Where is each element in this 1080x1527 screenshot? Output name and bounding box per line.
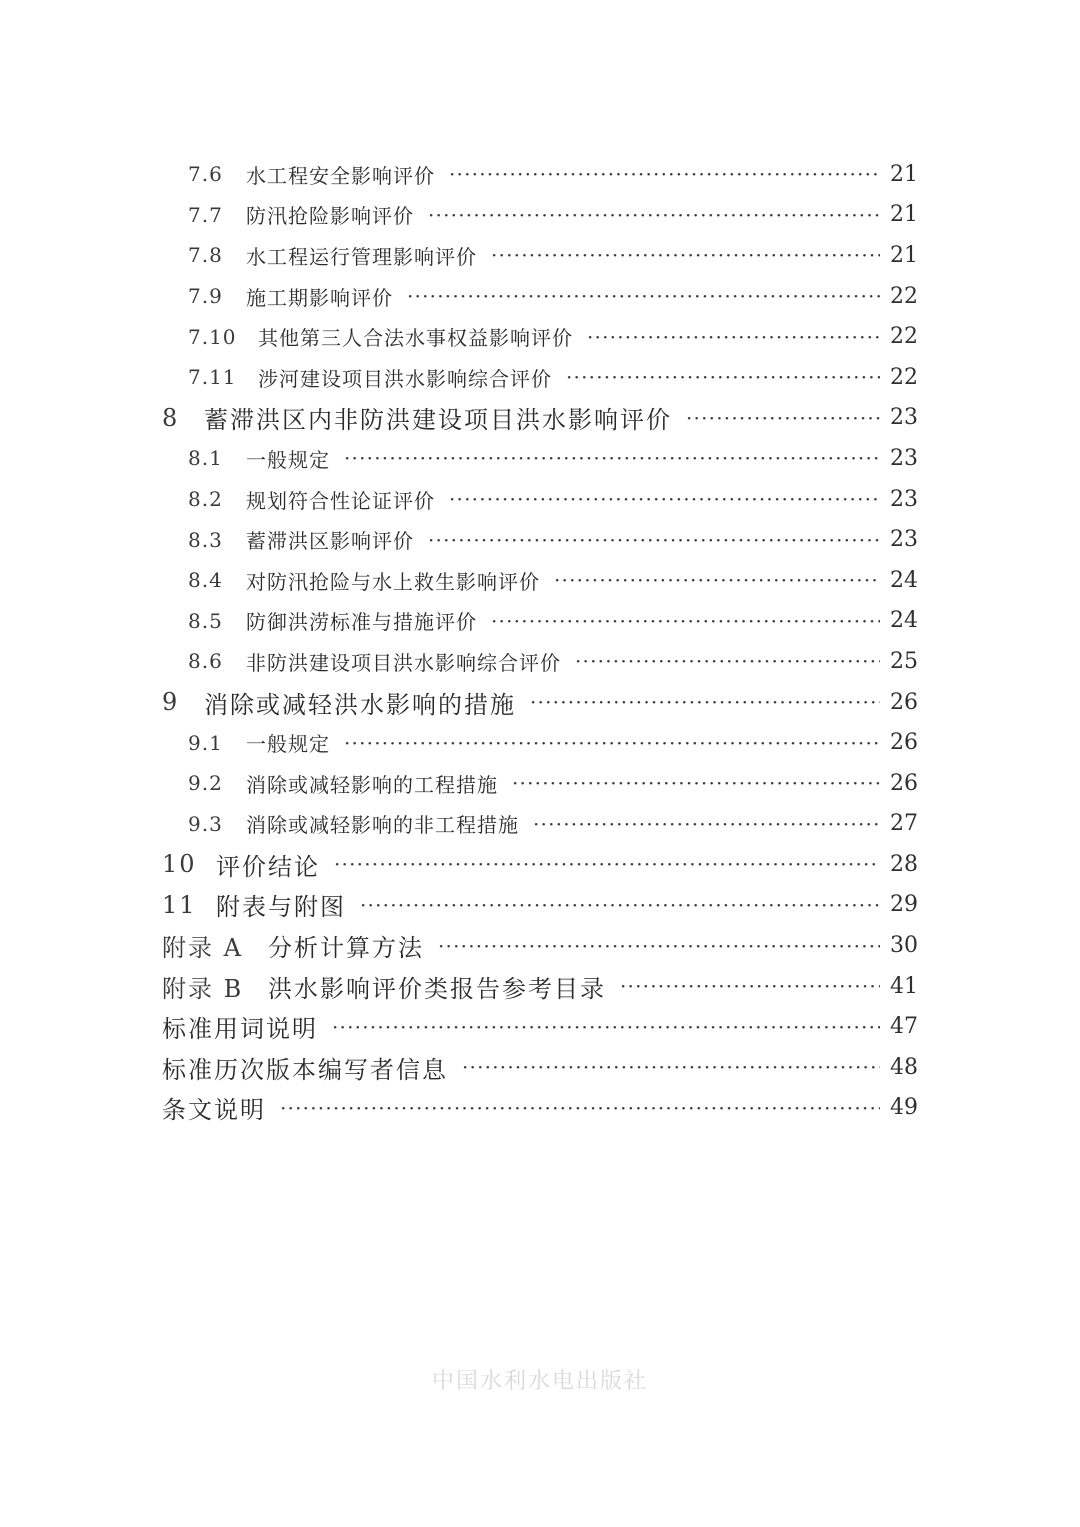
toc-chapter[interactable] (162, 682, 918, 723)
dot-leader (344, 731, 880, 755)
toc-chapter-title: 附表与附图 (216, 893, 346, 922)
dot-leader (686, 406, 880, 430)
dot-leader (566, 365, 880, 389)
toc-entry[interactable] (162, 601, 918, 642)
dot-leader (620, 974, 880, 998)
toc-entry-page: 22 (890, 324, 918, 350)
toc-chapter-title: 蓄滞洪区内非防洪建设项目洪水影响评价 (204, 406, 672, 435)
toc-entry[interactable] (162, 276, 918, 317)
toc-entry[interactable] (162, 641, 918, 682)
toc-entry-page: 23 (890, 445, 918, 471)
toc-entry[interactable] (162, 154, 918, 195)
dot-leader (449, 487, 880, 511)
toc-chapter-number: 8 (162, 403, 180, 432)
toc-chapter-page: 28 (890, 851, 918, 877)
toc-entry-page: 23 (890, 527, 918, 553)
toc-chapter[interactable] (162, 398, 918, 439)
toc-appendix-title: 分析计算方法 (268, 934, 424, 963)
dot-leader (360, 893, 880, 917)
dot-leader (554, 568, 880, 592)
toc-entry-number: 8.5 (188, 608, 223, 633)
dot-leader (587, 325, 880, 349)
dot-leader (344, 446, 880, 470)
toc-appendix[interactable] (162, 966, 918, 1007)
toc-entry-title: 规划符合性论证评价 (246, 488, 435, 513)
toc-entry-number: 7.7 (188, 202, 223, 227)
dot-leader (530, 690, 880, 714)
toc-backmatter[interactable] (162, 1088, 918, 1129)
toc-entry[interactable] (162, 316, 918, 357)
toc-entry-title: 其他第三人合法水事权益影响评价 (258, 326, 573, 351)
toc-entry-page: 24 (890, 567, 918, 593)
dot-leader (407, 284, 880, 308)
dot-leader (449, 162, 880, 186)
toc-chapter-page: 23 (890, 405, 918, 431)
toc-chapter-number: 9 (162, 688, 180, 717)
dot-leader (438, 934, 880, 958)
toc-entry-title: 防御洪涝标准与措施评价 (246, 610, 477, 635)
toc-entry-title: 涉河建设项目洪水影响综合评价 (258, 366, 552, 391)
toc-entry-number: 8.6 (188, 649, 223, 674)
publisher-watermark: 中国水利水电出版社 (431, 1369, 648, 1394)
table-of-contents (162, 154, 918, 1128)
dot-leader (491, 243, 880, 267)
toc-chapter-page: 29 (890, 892, 918, 918)
toc-entry-number: 9.1 (188, 730, 223, 755)
toc-chapter[interactable] (162, 844, 918, 885)
toc-entry-number: 9.2 (188, 771, 223, 796)
toc-entry-title: 蓄滞洪区影响评价 (246, 529, 414, 554)
toc-entry-page: 26 (890, 730, 918, 756)
toc-entry[interactable] (162, 235, 918, 276)
toc-backmatter[interactable] (162, 1006, 918, 1047)
dot-leader (491, 609, 880, 633)
toc-entry-page: 21 (890, 242, 918, 268)
toc-entry-title: 施工期影响评价 (246, 285, 393, 310)
toc-entry-page: 25 (890, 648, 918, 674)
toc-backmatter[interactable] (162, 1047, 918, 1088)
toc-entry[interactable] (162, 763, 918, 804)
toc-entry-number: 7.9 (188, 284, 223, 309)
toc-entry-page: 21 (890, 161, 918, 187)
toc-chapter-title: 评价结论 (216, 852, 320, 881)
toc-backmatter-page: 49 (890, 1095, 918, 1121)
toc-chapter-page: 26 (890, 689, 918, 715)
toc-entry[interactable] (162, 560, 918, 601)
dot-leader (332, 1015, 880, 1039)
toc-entry-title: 对防汛抢险与水上救生影响评价 (246, 569, 540, 594)
toc-entry-title: 防汛抢险影响评价 (246, 204, 414, 229)
toc-entry-number: 7.6 (188, 162, 223, 187)
toc-entry-page: 23 (890, 486, 918, 512)
toc-entry-page: 22 (890, 364, 918, 390)
dot-leader (533, 812, 880, 836)
dot-leader (428, 203, 880, 227)
toc-chapter-number: 11 (162, 890, 197, 919)
toc-entry-title: 消除或减轻影响的工程措施 (246, 772, 498, 797)
dot-leader (280, 1096, 880, 1120)
toc-entry-title: 一般规定 (246, 447, 330, 472)
toc-entry-number: 9.3 (188, 811, 223, 836)
toc-entry[interactable] (162, 519, 918, 560)
toc-entry-number: 8.1 (188, 446, 223, 471)
toc-entry-number: 7.11 (188, 365, 237, 390)
toc-appendix-page: 41 (890, 973, 918, 999)
toc-chapter-number: 10 (162, 850, 197, 879)
toc-chapter-title: 消除或减轻洪水影响的措施 (204, 690, 516, 719)
toc-entry-number: 7.8 (188, 243, 223, 268)
toc-entry-number: 8.3 (188, 527, 223, 552)
toc-entry[interactable] (162, 479, 918, 520)
dot-leader (428, 528, 880, 552)
toc-entry[interactable] (162, 357, 918, 398)
toc-appendix-label: 附录 B (162, 974, 244, 1003)
toc-entry-page: 24 (890, 608, 918, 634)
toc-backmatter-title: 条文说明 (162, 1096, 266, 1125)
toc-entry-number: 7.10 (188, 324, 237, 349)
toc-entry[interactable] (162, 722, 918, 763)
toc-entry-title: 一般规定 (246, 732, 330, 757)
toc-appendix-page: 30 (890, 933, 918, 959)
toc-entry-page: 21 (890, 202, 918, 228)
toc-appendix[interactable] (162, 925, 918, 966)
toc-entry[interactable] (162, 804, 918, 845)
dot-leader (512, 771, 880, 795)
toc-entry-page: 22 (890, 283, 918, 309)
toc-entry-title: 水工程运行管理影响评价 (246, 244, 477, 269)
dot-leader (462, 1055, 880, 1079)
toc-entry[interactable] (162, 438, 918, 479)
toc-entry-page: 27 (890, 811, 918, 837)
toc-chapter[interactable] (162, 885, 918, 926)
toc-backmatter-title: 标准用词说明 (162, 1015, 318, 1044)
toc-appendix-title: 洪水影响评价类报告参考目录 (268, 974, 606, 1003)
toc-entry[interactable] (162, 195, 918, 236)
toc-entry-title: 消除或减轻影响的非工程措施 (246, 813, 519, 838)
toc-backmatter-title: 标准历次版本编写者信息 (162, 1055, 448, 1084)
toc-backmatter-page: 47 (890, 1014, 918, 1040)
toc-entry-title: 水工程安全影响评价 (246, 163, 435, 188)
dot-leader (334, 852, 880, 876)
toc-backmatter-page: 48 (890, 1054, 918, 1080)
toc-entry-title: 非防洪建设项目洪水影响综合评价 (246, 650, 561, 675)
toc-appendix-label: 附录 A (162, 934, 243, 963)
toc-entry-page: 26 (890, 770, 918, 796)
dot-leader (575, 649, 880, 673)
toc-entry-number: 8.4 (188, 568, 223, 593)
toc-entry-number: 8.2 (188, 487, 223, 512)
